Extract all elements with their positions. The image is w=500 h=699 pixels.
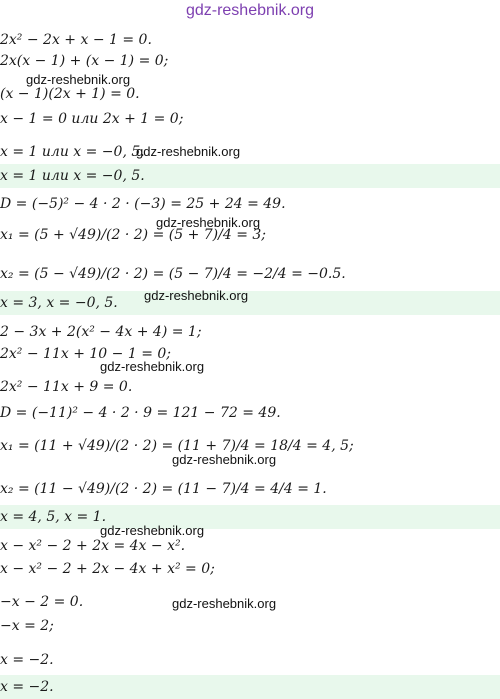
answer-line: x = −2. xyxy=(0,679,54,695)
answer-line: x = 1 или x = −0, 5. xyxy=(0,168,145,184)
solution-line: x₂ = (5 − √49)/(2 · 2) = (5 − 7)/4 = −2/4 = −0.5. xyxy=(0,266,346,282)
site-title: gdz-reshebnik.org xyxy=(185,2,315,19)
solution-line: D = (−5)² − 4 · 2 · (−3) = 25 + 24 = 49. xyxy=(0,196,286,212)
watermark: gdz-reshebnik.org xyxy=(26,72,131,87)
watermark: gdz-reshebnik.org xyxy=(100,359,205,374)
solution-line: 2x(x − 1) + (x − 1) = 0; xyxy=(0,53,169,69)
solution-line: x = −2. xyxy=(0,652,54,668)
answer-line: x = 4, 5, x = 1. xyxy=(0,509,107,525)
solution-line: 2x² − 2x + x − 1 = 0. xyxy=(0,32,152,48)
solution-line: D = (−11)² − 4 · 2 · 9 = 121 − 72 = 49. xyxy=(0,405,281,421)
watermark: gdz-reshebnik.org xyxy=(100,523,205,538)
watermark: gdz-reshebnik.org xyxy=(144,288,249,303)
solution-line: x = 1 или x = −0, 5. xyxy=(0,144,145,160)
answer-line: x = 3, x = −0, 5. xyxy=(0,295,118,311)
solution-line: −x − 2 = 0. xyxy=(0,594,84,610)
solution-line: x − x² − 2 + 2x − 4x + x² = 0; xyxy=(0,561,215,577)
watermark: gdz-reshebnik.org xyxy=(136,144,241,159)
watermark: gdz-reshebnik.org xyxy=(172,452,277,467)
solution-line: x − 1 = 0 или 2x + 1 = 0; xyxy=(0,111,184,127)
solution-line: 2x² − 11x + 9 = 0. xyxy=(0,379,133,395)
solution-line: x₂ = (11 − √49)/(2 · 2) = (11 − 7)/4 = 4/4 = 1. xyxy=(0,481,327,497)
watermark: gdz-reshebnik.org xyxy=(156,215,261,230)
solution-line: (x − 1)(2x + 1) = 0. xyxy=(0,86,140,102)
solution-line: 2 − 3x + 2(x² − 4x + 4) = 1; xyxy=(0,324,202,340)
solution-line: x₁ = (5 + √49)/(2 · 2) = (5 + 7)/4 = 3; xyxy=(0,227,267,243)
watermark: gdz-reshebnik.org xyxy=(172,596,277,611)
solution-line: −x = 2; xyxy=(0,618,54,634)
solution-line: x − x² − 2 + 2x = 4x − x². xyxy=(0,538,186,554)
solution-line: x₁ = (11 + √49)/(2 · 2) = (11 + 7)/4 = 18/4 = 4, 5; xyxy=(0,438,354,454)
answer-band-4 xyxy=(0,675,500,699)
solution-line: 2x² − 11x + 10 − 1 = 0; xyxy=(0,346,171,362)
